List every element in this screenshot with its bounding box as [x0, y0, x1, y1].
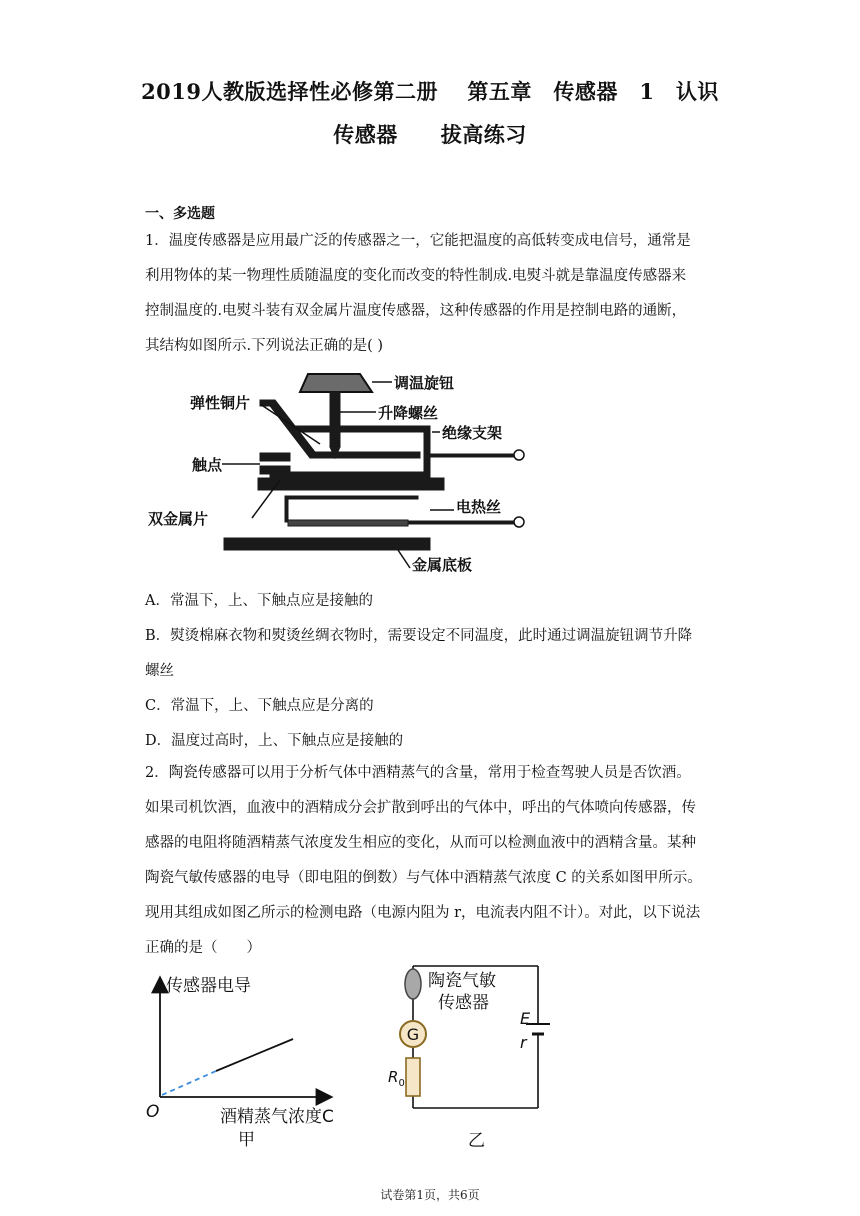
- label-bracket: 绝缘支架: [442, 424, 503, 442]
- heater-left: [285, 496, 288, 522]
- terminal-wire-1: [430, 454, 514, 457]
- question-2-line: 如果司机饮酒，血液中的酒精成分会扩散到呼出的气体中，呼出的气体喷向传感器，传: [145, 800, 696, 816]
- section-heading: 一、多选题: [145, 206, 215, 222]
- label-screw: 升降螺丝: [378, 404, 439, 422]
- question-2-line: 现用其组成如图乙所示的检测电路（电源内阻为 r，电流表内阻不计）。对此，以下说法: [145, 905, 701, 921]
- terminal-1: [514, 450, 524, 460]
- page-title-line-2: 传感器 拔高练习: [333, 122, 527, 147]
- extrapolated-segment: [162, 1071, 216, 1095]
- base-block: [258, 478, 444, 490]
- bimetal-strip: [270, 472, 430, 478]
- metal-base-plate: [224, 538, 430, 550]
- question-1-line: 控制温度的.电熨斗装有双金属片温度传感器，这种传感器的作用是控制电路的通断，: [145, 303, 687, 319]
- data-line: [216, 1039, 293, 1071]
- sensor-label-2: 传感器: [438, 993, 489, 1013]
- label-heater: 电热丝: [456, 498, 502, 516]
- heater-top: [288, 496, 418, 499]
- question-1-stem: [145, 224, 725, 364]
- emf-label: E: [520, 1009, 531, 1028]
- sensor-label-1: 陶瓷气敏: [428, 971, 496, 991]
- circuit-caption: 乙: [468, 1131, 485, 1151]
- question-1-line: 其结构如图所示.下列说法正确的是( ): [145, 338, 384, 354]
- question-2-line: 感器的电阻将随酒精蒸气浓度发生相应的变化，从而可以检测血液中的酒精含量。某种: [145, 835, 696, 851]
- label-contact: 触点: [192, 456, 223, 474]
- bracket-top: [290, 426, 430, 432]
- heater-coil: [288, 520, 408, 526]
- internal-resistance-label: r: [520, 1033, 527, 1052]
- option-b-continued: 螺丝: [145, 663, 174, 679]
- question-2-stem: [145, 756, 725, 966]
- resistor-r0: [406, 1058, 420, 1096]
- question-2-line: 陶瓷气敏传感器的电导（即电阻的倒数）与气体中酒精蒸气浓度 C 的关系如图甲所示。: [145, 870, 702, 886]
- iron-thermostat-figure: [140, 360, 560, 580]
- terminal-2: [514, 517, 524, 527]
- graph-jia: [140, 965, 370, 1155]
- y-axis-label: 传感器电导: [166, 976, 251, 996]
- graph-caption: 甲: [238, 1130, 255, 1150]
- upper-contact: [260, 453, 290, 461]
- question-1-options: [145, 584, 725, 759]
- knob-shape: [300, 374, 372, 392]
- circuit-yi: [380, 960, 570, 1155]
- terminal-wire-2: [408, 521, 514, 524]
- screw-shaft: [330, 392, 340, 447]
- option-c: C．常温下，上、下触点应是分离的: [145, 698, 374, 714]
- question-2-line: 2．陶瓷传感器可以用于分析气体中酒精蒸气的含量，常用于检查驾驶人员是否饮酒。: [145, 765, 691, 781]
- question-2-line: 正确的是（ ）: [145, 940, 261, 956]
- question-1-line: 1．温度传感器是应用最广泛的传感器之一，它能把温度的高低转变成电信号，通常是: [145, 233, 691, 249]
- page-footer: 试卷第1页，共6页: [380, 1188, 480, 1202]
- origin-label: O: [146, 1102, 160, 1122]
- option-d: D．温度过高时，上、下触点应是接触的: [145, 733, 404, 749]
- label-copper: 弹性铜片: [190, 394, 251, 412]
- resistor-label: $R_0$: [388, 1068, 405, 1089]
- label-knob: 调温旋钮: [394, 374, 455, 392]
- question-1-line: 利用物体的某一物理性质随温度的变化而改变的特性制成.电熨斗就是靠温度传感器来: [145, 268, 687, 284]
- gas-sensor: [405, 969, 421, 999]
- galvanometer-label: G: [406, 1025, 420, 1044]
- page-title-line-1: 2019人教版选择性必修第二册 第五章 传感器 1 认识: [141, 79, 719, 104]
- label-bimetal: 双金属片: [148, 510, 209, 528]
- x-axis-label: 酒精蒸气浓度C: [220, 1107, 334, 1127]
- option-a: A．常温下，上、下触点应是接触的: [145, 593, 373, 609]
- label-base: 金属底板: [412, 556, 473, 574]
- option-b: B．熨烫棉麻衣物和熨烫丝绸衣物时，需要设定不同温度，此时通过调温旋钮调节升降: [145, 628, 693, 644]
